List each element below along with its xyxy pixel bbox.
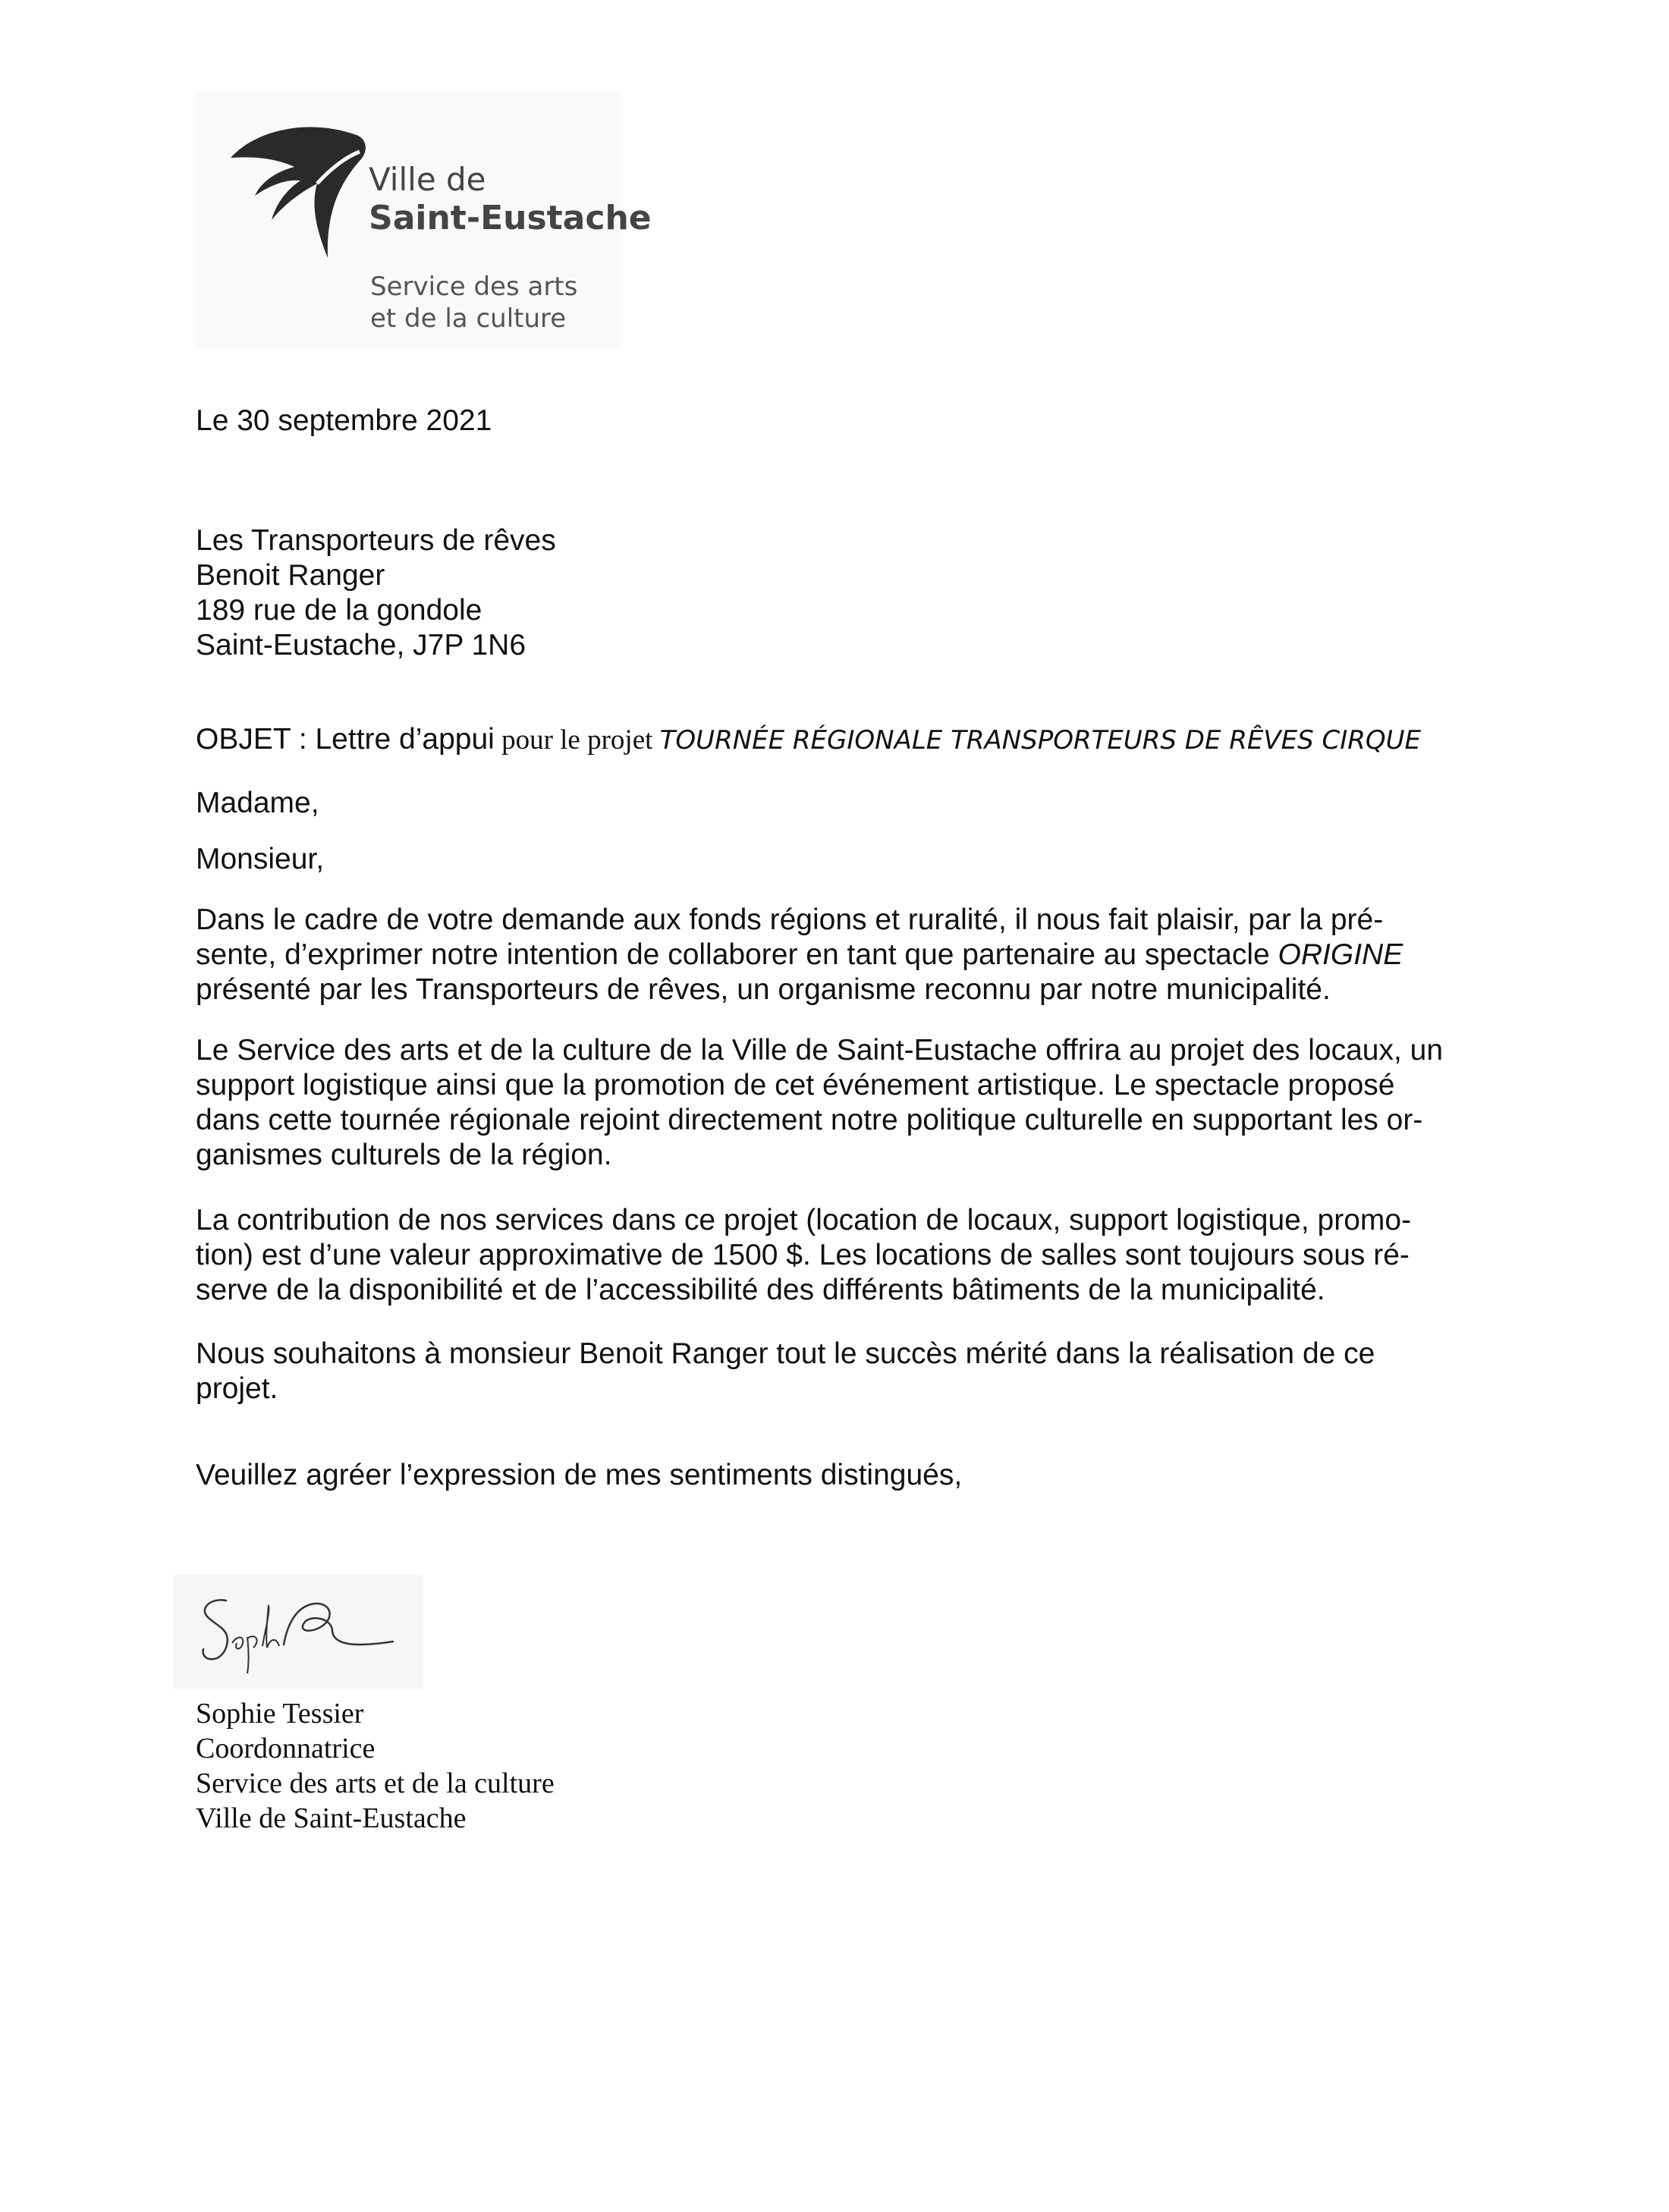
paragraph-2-row-4: ganismes culturels de la région. [196,1139,612,1171]
salutation-madame: Madame, [196,787,319,819]
signatory-name: Sophie Tessier [196,1698,364,1730]
letterhead [196,91,652,349]
handwritten-signature [173,1575,423,1689]
org-name-line2: Saint-Eustache [369,199,652,237]
paragraph-1-row-3: présenté par les Transporteurs de rêves, un organisme reconnu par notre municipalité. [196,973,1331,1006]
show-title: ORIGINE [1278,938,1403,971]
recipient-street: 189 rue de la gondole [196,594,482,627]
paragraph-2-row-2: support logistique ainsi que la promotion de cet événement artistique. Le spectacle proposé [196,1069,1395,1101]
subject-project-title: TOURNÉE RÉGIONALE TRANSPORTEURS DE RÊVES CIRQUE [659,725,1422,756]
department-line1: Service des arts [370,272,578,302]
paragraph-2 [196,1033,1455,1173]
department-line2: et de la culture [370,303,567,334]
subject-label: OBJET : Lettre d’appui [196,723,495,756]
org-name-line1: Ville de [369,161,486,198]
salutation-monsieur: Monsieur, [196,843,325,875]
paragraph-3-row-1: La contribution de nos services dans ce projet (location de locaux, support logistique, promo- [196,1204,1412,1236]
subject-line [196,722,1421,758]
subject-connector: pour le projet [494,724,660,756]
recipient-city: Saint-Eustache, J7P 1N6 [196,629,526,661]
swallow-bird-icon [226,114,370,266]
letter-date: Le 30 septembre 2021 [196,404,492,437]
paragraph-1-row-2-text: sente, d’exprimer notre intention de collaborer en tant que partenaire au spectacle [196,938,1278,971]
paragraph-1 [196,903,1455,1007]
paragraph-2-row-1: Le Service des arts et de la culture de la Ville de Saint-Eustache offrira au projet des locaux, un [196,1034,1444,1067]
signatory-department: Service des arts et de la culture [196,1767,555,1799]
paragraph-1-row-2 [196,938,1455,972]
recipient-name: Benoit Ranger [196,559,385,592]
closing-formula: Veuillez agréer l’expression de mes sentiments distingués, [196,1459,963,1491]
paragraph-4-row-1: Nous souhaitons à monsieur Benoit Ranger tout le succès mérité dans la réalisation de ce [196,1337,1375,1370]
paragraph-4-row-2: projet. [196,1372,278,1405]
signature-icon [173,1575,423,1689]
paragraph-4 [196,1337,1455,1406]
paragraph-2-row-3: dans cette tournée régionale rejoint directement notre politique culturelle en supportant les or- [196,1104,1423,1136]
signatory-title: Coordonnatrice [196,1733,376,1764]
paragraph-1-row-1: Dans le cadre de votre demande aux fonds régions et ruralité, il nous fait plaisir, par la pré- [196,903,1384,936]
signatory-city: Ville de Saint-Eustache [196,1802,467,1834]
recipient-org: Les Transporteurs de rêves [196,524,556,557]
paragraph-3-row-3: serve de la disponibilité et de l’accessibilité des différents bâtiments de la municipalité. [196,1274,1325,1306]
paragraph-3 [196,1203,1455,1308]
paragraph-3-row-2: tion) est d’une valeur approximative de 1500 $. Les locations de salles sont toujours sous ré- [196,1239,1410,1271]
